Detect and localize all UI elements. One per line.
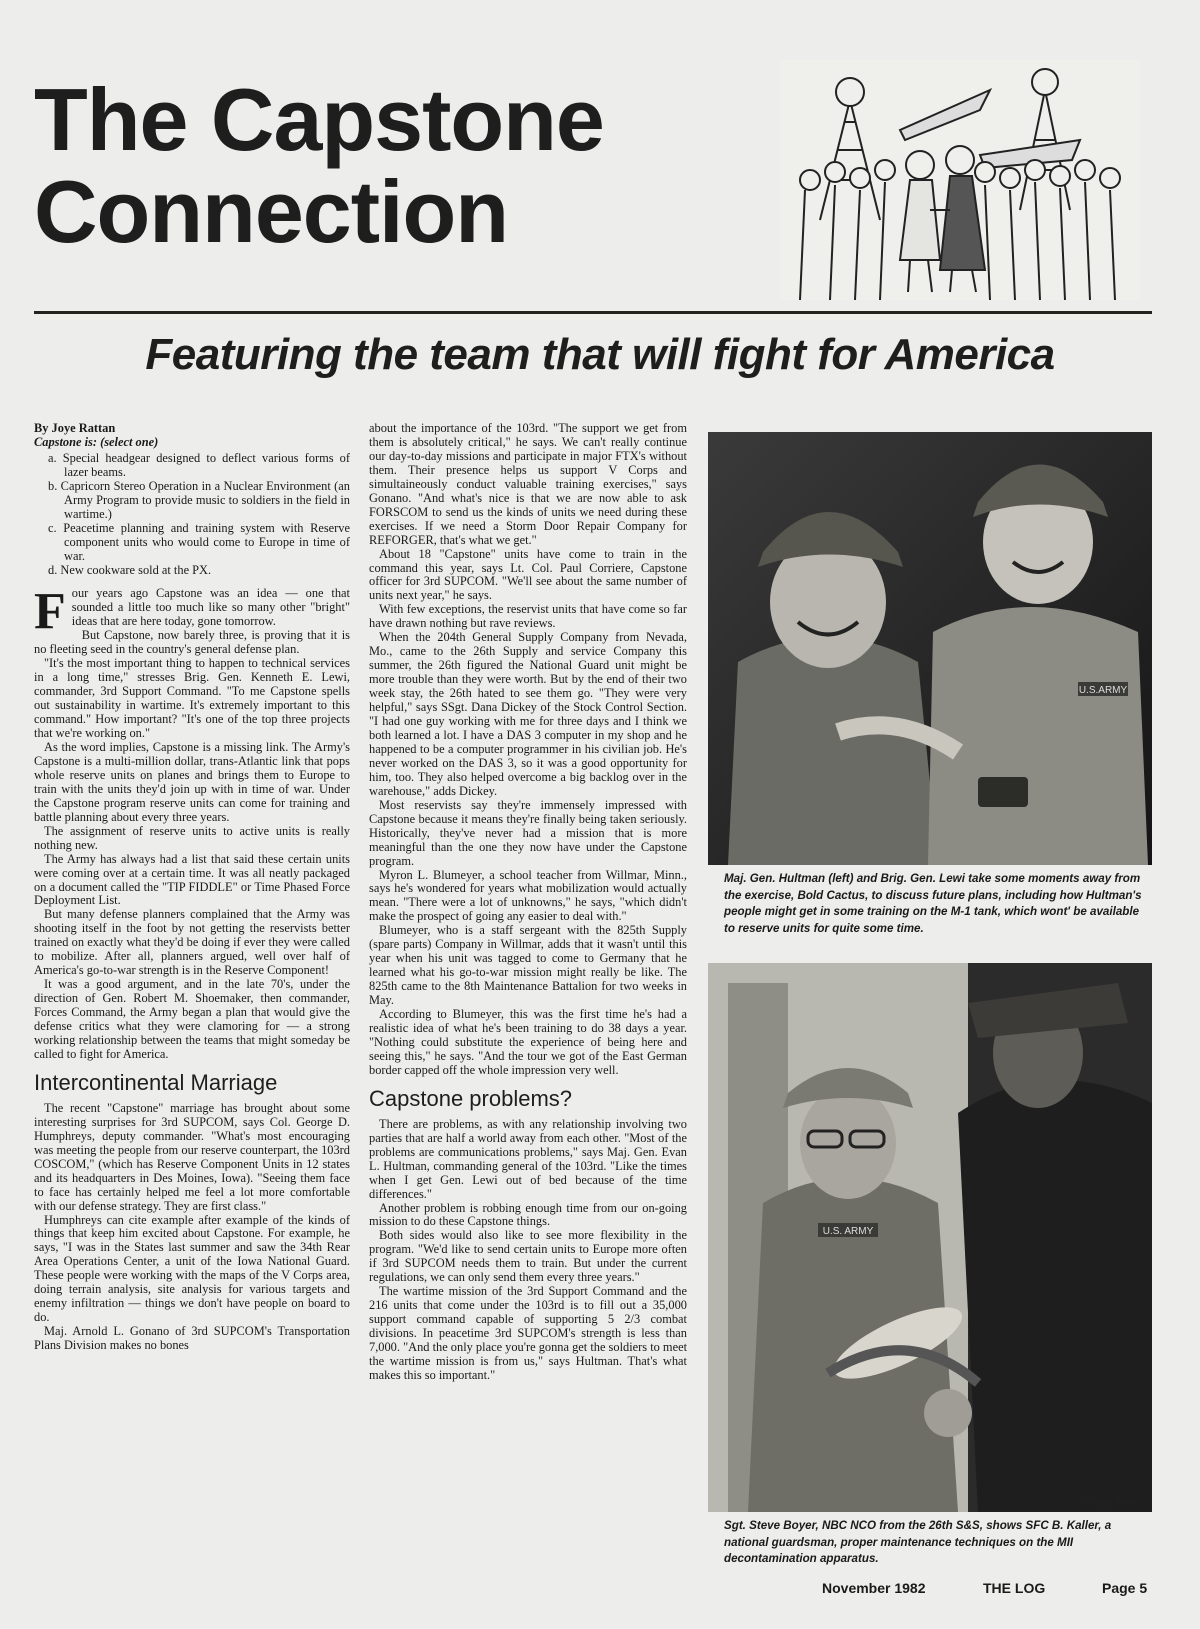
kicker: Capstone is: (select one) [34, 434, 159, 449]
paragraph: With few exceptions, the reservist units that have come so far have drawn nothing but rave reviews. [369, 602, 687, 631]
footer-publication: THE LOG [983, 1580, 1046, 1596]
paragraph: There are problems, as with any relationship involving two parties that are half a world away from each other. "Most of the problems are communications problems," says Maj. Gen. Evan L. Hultman, commanding general of the 103rd. "Like the times when I get Gen. Lewi out of bed because of the time differences." [369, 1116, 687, 1201]
caption-photo1: Maj. Gen. Hultman (left) and Brig. Gen. Lewi take some moments away from the exercise, Bold Cactus, to discuss future plans, including how Hultman's people might get in some training on the M-1 tank, which wont' be available to reserve units for quite some time. [724, 872, 1142, 935]
section-heading-marriage: Intercontinental Marriage [34, 1069, 278, 1095]
options-list [34, 452, 350, 578]
paragraph: Maj. Arnold L. Gonano of 3rd SUPCOM's Transportation Plans Division makes no bones [34, 1324, 350, 1353]
photo-generals [708, 432, 1152, 865]
paragraph: Another problem is robbing enough time from our on-going mission to do these Capstone things. [369, 1200, 687, 1229]
paragraph: "It's the most important thing to happen to technical services in a long time," stresses Brig. Gen. Kenneth E. Lewi, commander, 3rd Support Command. "To me Capstone spells out sustainability in wartime. It's extremely important to this command." How important? "It's one of the top three projects that we're working on." [34, 656, 350, 741]
photo-uniform-text: U.S. ARMY [822, 1226, 874, 1237]
photo-helmet-text: U.S.ARMY [1078, 685, 1128, 696]
option-b: b. Capricorn Stereo Operation in a Nuclear Environment (an Army Program to provide music to soldiers in the field in wartime.) [48, 478, 350, 521]
header-rule [34, 311, 1152, 314]
paragraph: Myron L. Blumeyer, a school teacher from Willmar, Minn., says he's wondered for years what mobilization would actually mean. "There were a lot of unknowns," he says, "which didn't make the prospect of going any easier to deal with." [369, 867, 687, 924]
paragraph: Humphreys can cite example after example of the kinds of things that keep him excited about Capstone. For example, he says, "I was in the States last summer and saw the 34th Rear Area Operations Center, a unit of the Iowa National Guard. These people were working with the maps of the V Corps area, doing terrain analysis, site analysis for various targets and enemy infiltration — things we don't have people on board to do. [34, 1212, 350, 1325]
paragraph: The recent "Capstone" marriage has brought about some interesting surprises for 3rd SUPCOM, says Col. George D. Humphreys, deputy commander. "What's most encouraging was meeting the people from our reserve counterpart, the 103rd COSCOM," (which has Reserve Component Units in 12 states and its headquarters in Des Moines, Iowa). "Seeing them face to face has certainly helped me feel a lot more comfortable with our defense strategy. They are first class." [34, 1100, 350, 1213]
paragraph: The assignment of reserve units to active units is really nothing new. [34, 823, 350, 852]
paragraph: Most reservists say they're immensely impressed with Capstone because it means they're finally being taken seriously. Historically, they've never had a mission that is more meaningful than the one they now have under the Capstone program. [369, 797, 687, 868]
byline: By Joye Rattan [34, 421, 116, 435]
subtitle: Featuring the team that will fight for America [145, 330, 1055, 379]
paragraph: According to Blumeyer, this was the first time he's had a realistic idea of what he's been training to do 38 days a year. "Nothing could substitute the experience of being here and seeing this," he says. "And the tour we got of the East German border capped off the whole impression very well. [369, 1007, 687, 1077]
paragraph: When the 204th General Supply Company from Nevada, Mo., came to the 26th Supply and service Company this summer, the 26th figured the National Guard unit might be more trouble than they were worth. But by the end of their two week stay, the 26th hated to see them go. "They were very helpful," says SSgt. Dana Dickey of the Stock Control Section. "I had one guy working with me for three days and I think we both learned a lot. I have a DAS 3 computer in my shop and he happened to be a computer programmer in his civilian job. He's never worked on the DAS 3, so it was a good opportunity for him, too. They also helped overcome a big backlog over in the warehouse," adds Dickey. [369, 630, 687, 798]
footer-date: November 1982 [822, 1580, 926, 1596]
paragraph: Both sides would also like to see more flexibility in the program. "We'd like to send certain units to Europe more often if 3rd SUPCOM needs them to train. But under the current regulations, we can only send them every three years." [369, 1228, 687, 1285]
option-a: a. Special headgear designed to deflect various forms of lazer beams. [48, 450, 350, 479]
paragraph: About 18 "Capstone" units have come to train in the command this year, says Lt. Col. Paul Corriere, Capstone officer for 3rd SUPCOM. "We'll see about the same number of units next year," he says. [369, 546, 687, 603]
section-heading-problems: Capstone problems? [369, 1085, 573, 1111]
paragraph: But many defense planners complained that the Army was shooting itself in the foot by not getting the reservists better trained on exactly what they'd be doing if ever they were called to mobilize. After all, planners argued, well over half of America's go-to-war strength is in the Reserve Component! [34, 907, 350, 978]
drop-cap: F [34, 583, 66, 641]
paragraph: The Army has always had a list that said these certain units were coming over at a certain time. It was all neatly packaged on a document called the "TIP FIDDLE" or Time Phased Force Deployment List. [34, 851, 350, 908]
headline-line2: Connection [34, 162, 508, 261]
headline [34, 70, 604, 261]
paragraph: about the importance of the 103rd. "The support we get from them is absolutely critical," he says. We can't really continue our day-to-day missions and participate in major FTX's without them. Their presence helps us support V Corps and simultaineously conduct valuable training exercises," says Gonano. "And what's nice is that we are now able to ask FORSCOM to send us the kinds of units we need during these exercises. If we need a Storm Door Repair Company for REFORGER, that's what we get." [369, 421, 687, 547]
option-c: c. Peacetime planning and training system with Reserve component units who would come to Europe in time of war. [48, 520, 350, 563]
headline-line1: The Capstone [34, 70, 604, 169]
cartoon-illustration [780, 60, 1140, 300]
column-1 [34, 422, 350, 1353]
paragraph: But Capstone, now barely three, is proving that it is no fleeting seed in the country's general defense plan. [34, 628, 350, 657]
option-d: d. New cookware sold at the PX. [48, 562, 212, 577]
column-2 [369, 422, 687, 1383]
lead-paragraph [34, 583, 350, 641]
footer-page-number: Page 5 [1102, 1580, 1148, 1596]
photo-credit: V Corps Photo [1080, 1497, 1139, 1507]
paragraph: As the word implies, Capstone is a missing link. The Army's Capstone is a multi-million dollar, trans-Atlantic link that pops whole reserve units on planes and brings them to Europe to train with the units they'd join up with in time of war. Under the Capstone program reserve units can come for training and battle planning about every three years. [34, 739, 350, 824]
photo-decontamination [708, 963, 1152, 1512]
paragraph: It was a good argument, and in the late 70's, under the direction of Gen. Robert M. Shoemaker, then commander, Forces Command, the Army began a plan that would give the defense critics what they were clamoring for — a strong working relationship between the teams that might someday be called to fight for America. [34, 977, 350, 1061]
caption-photo2: Sgt. Steve Boyer, NBC NCO from the 26th S&S, shows SFC B. Kaller, a national guardsman, proper maintenance techniques on the MII decontamination apparatus. [724, 1519, 1112, 1565]
lead-text: our years ago Capstone was an idea — one that sounded a little too much like so many other "bright" ideas that are here today, gone tomorrow. [71, 586, 350, 629]
paragraph: The wartime mission of the 3rd Support Command and the 216 units that come under the 103rd is to fill out a 35,000 support command capable of supporting 5 2/3 combat divisions. In peacetime 3rd SUPCOM's strength is less than 7,000. "And the only place you're gonna get the soldiers to meet the wartime mission is from us," says Hultman. That's what makes this so important." [369, 1284, 688, 1382]
paragraph: Blumeyer, who is a staff sergeant with the 825th Supply (spare parts) Company in Willmar, adds that it wasn't until this year when his unit was tagged to come to Germany that he learned what his go-to-war mission might really be like. The 825th came to the 8th Maintenance Battalion for two weeks in May. [369, 923, 687, 1008]
